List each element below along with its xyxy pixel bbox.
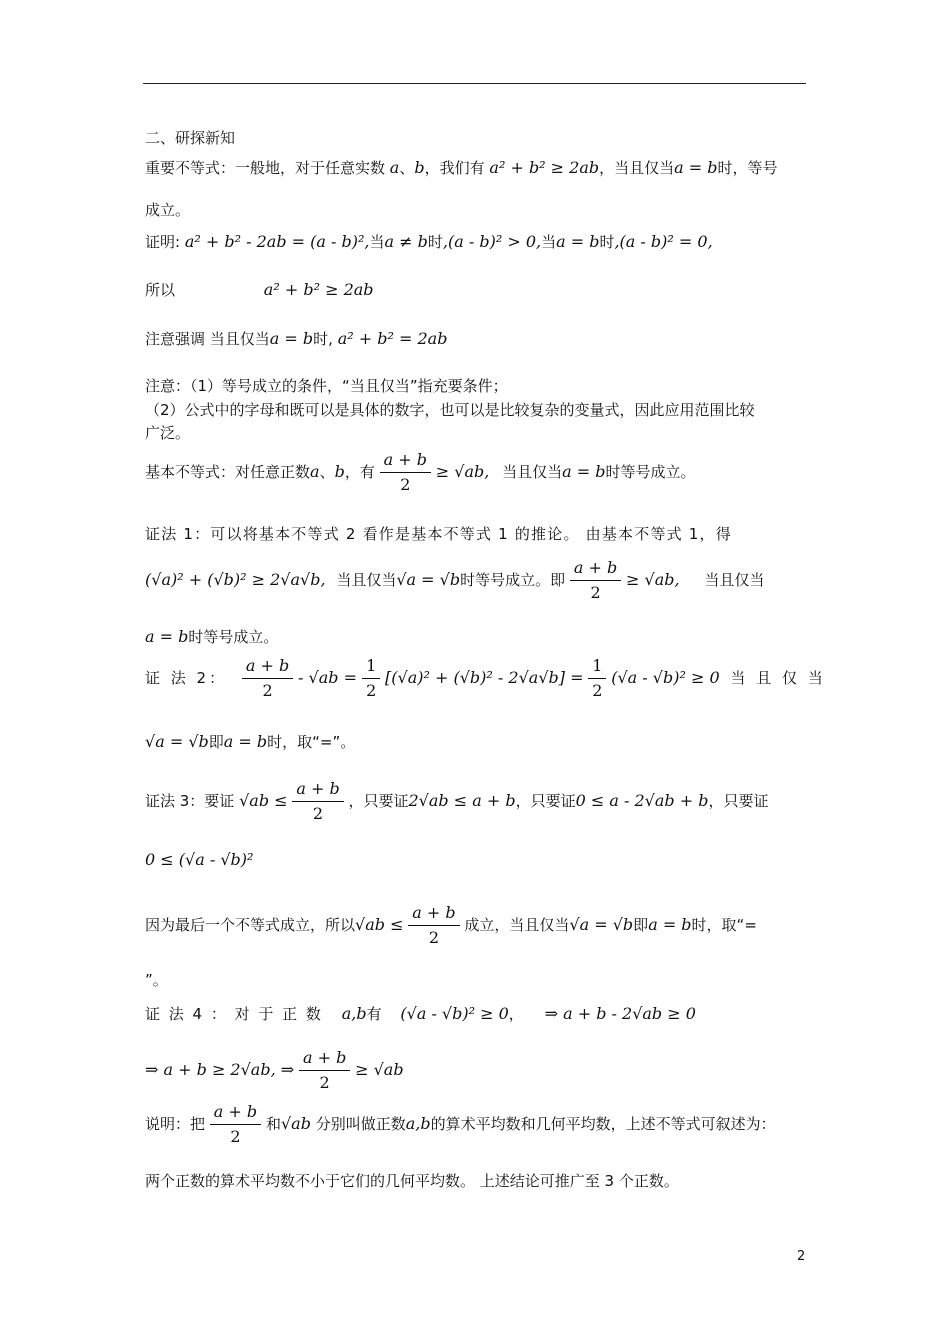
fraction: $\frac{a + b}{2}$ <box>292 777 343 826</box>
fraction: $\frac{a + b}{2}$ <box>570 556 621 605</box>
fraction: $\frac{a + b}{2}$ <box>380 448 431 497</box>
emphasis-line: 注意强调 当且仅当a = b时, a² + b² = 2ab <box>145 329 448 348</box>
method-1-end: a = b时等号成立。 <box>145 627 279 646</box>
method-3-conclusion-cont: ”。 <box>145 971 168 989</box>
fraction: $\frac{a + b}{2}$ <box>210 1100 261 1149</box>
important-inequality-cont: 成立。 <box>145 201 191 219</box>
page-number: 2 <box>797 1249 806 1264</box>
fraction-half: $\frac{1}{2}$ <box>362 654 380 703</box>
basic-inequality: 基本不等式：对任意正数a、b，有 $\frac{a + b}{2}$ ≥ √ab, 当且仅当a = b时等号成立。 <box>145 448 696 497</box>
note-2-cont: 广泛。 <box>145 424 191 442</box>
proof-line: 证明: a² + b² - 2ab = (a - b)²,当a ≠ b时,(a - b)² > 0,当a = b时,(a - b)² = 0, <box>145 232 713 251</box>
explanation-cont: 两个正数的算术平均数不小于它们的几何平均数。 上述结论可推广至 3 个正数。 <box>145 1172 679 1190</box>
fraction: $\frac{a + b}{2}$ <box>299 1046 350 1095</box>
method-2-end: √a = √b即a = b时，取“=”。 <box>145 732 356 751</box>
fraction: $\frac{a + b}{2}$ <box>242 654 293 703</box>
fraction-half: $\frac{1}{2}$ <box>588 654 606 703</box>
method-4: 证 法 4 ： 对 于 正 数 a,b有 (√a - √b)² ≥ 0， ⇒ a + b - 2√ab ≥ 0 <box>145 1004 696 1023</box>
explanation: 说明：把 $\frac{a + b}{2}$ 和√ab 分别叫做正数a,b的算术平均数和几何平均数，上述不等式可叙述为： <box>145 1100 776 1149</box>
method-3: 证法 3：要证 √ab ≤ $\frac{a + b}{2}$ ，只要证2√ab ≤ a + b，只要证0 ≤ a - 2√ab + b，只要证 <box>145 777 768 826</box>
method-1-expr: (√a)² + (√b)² ≥ 2√a√b, 当且仅当√a = √b时等号成立。即 $\frac{a + b}{2}$ ≥ √ab, 当且仅当 <box>145 556 764 605</box>
note-2: （2）公式中的字母和既可以是具体的数字，也可以是比较复杂的变量式，因此应用范围比较 <box>145 401 755 419</box>
fraction: $\frac{a + b}{2}$ <box>408 901 459 950</box>
method-2: 证 法 2： $\frac{a + b}{2}$ - √ab = $\frac{1}{2}$ [(√a)² + (√b)² - 2√a√b] = $\frac{1}{2}$ (√a - √b)² ≥ 0 当 且 仅 当 <box>145 654 826 703</box>
method-4-chain: ⇒ a + b ≥ 2√ab, ⇒ $\frac{a + b}{2}$ ≥ √ab <box>145 1046 404 1095</box>
important-inequality: 重要不等式：一般地，对于任意实数 a、b，我们有 a² + b² ≥ 2ab，当且仅当a = b时，等号 <box>145 158 778 177</box>
method-3-conclusion: 因为最后一个不等式成立，所以√ab ≤ $\frac{a + b}{2}$ 成立，当且仅当√a = √b即a = b时，取“= <box>145 901 757 950</box>
method-1-intro: 证法 1：可以将基本不等式 2 看作是基本不等式 1 的推论。 由基本不等式 1，得 <box>145 525 732 543</box>
so-line: 所以 a² + b² ≥ 2ab <box>145 280 374 299</box>
header-rule <box>143 83 806 84</box>
method-3-end: 0 ≤ (√a - √b)² <box>145 850 254 869</box>
section-heading: 二、研探新知 <box>145 129 236 147</box>
note-1: 注意：（1）等号成立的条件，“当且仅当”指充要条件； <box>145 377 508 395</box>
